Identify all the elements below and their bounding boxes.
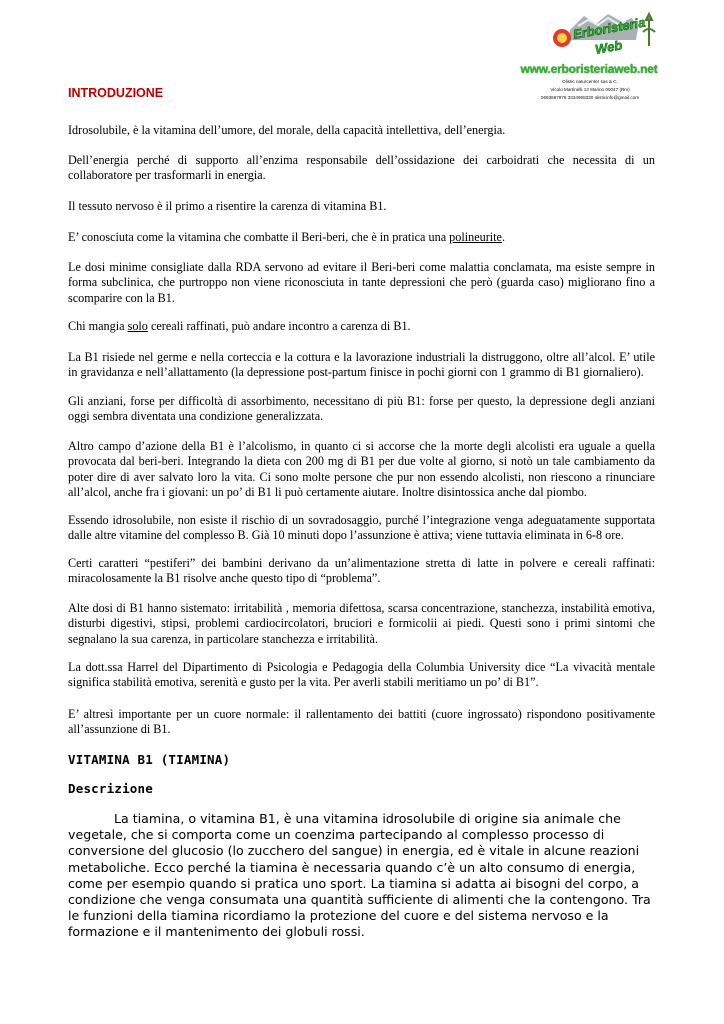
paragraph-4 (68, 230, 655, 245)
introduction-heading: INTRODUZIONE (68, 86, 164, 100)
paragraph-6 (68, 319, 655, 334)
erboristeria-web-logo-graphic (548, 10, 668, 70)
paragraph-3: Il tessuto nervoso è il primo a risentire la carenza di vitamina B1. (68, 199, 387, 213)
solo-underlined: solo (127, 319, 148, 333)
paragraph-6-text: Chi mangia (68, 319, 128, 333)
vitamin-b1-heading: VITAMINA B1 (TIAMINA) (68, 752, 231, 767)
svg-text:Web: Web (593, 37, 624, 57)
paragraph-12: Alte dosi di B1 hanno sistemato: irritabilità , memoria difettosa, scarsa concentrazione, stanchezza, instabilità emotiva, disturbi digestivi, stipsi, problemi cardiocircolatori, bruciori e formicolii ai piedi. Questi sono i primi sintomi che segnalano la sua carenza, in particolare stanchezza e irritabilità. (68, 601, 655, 646)
paragraph-8: Gli anziani, forse per difficoltà di assorbimento, necessitano di più B1: forse per questo, la depressione degli anziani oggi sembra diventata una condizione generalizzata. (68, 394, 655, 424)
company-contacts: 0693667978 3334968330 olisticinfo@gmail.com (540, 95, 640, 100)
description-heading: Descrizione (68, 781, 153, 796)
company-name: Olistic naturcenter sas & C. (562, 79, 618, 84)
paragraph-1: Idrosolubile, è la vitamina dell’umore, del morale, della capacità intellettiva, dell’energia. (68, 123, 506, 137)
paragraph-4-text: E’ conosciuta come la vitamina che combatte il Beri-beri, che è in pratica una (68, 230, 450, 244)
company-logo (548, 10, 668, 70)
description-paragraph: La tiamina, o vitamina B1, è una vitamina idrosolubile di origine sia animale che vegetale, che si comporta come un coenzima partecipando al complesso processo di conversione del glucosio (lo zucchero del sangue) in energia, ed è vitale in alcune reazioni metaboliche. Ecco perché la tiamina è necessaria quando c’è un alto consumo di energia, come per esempio quando si pratica uno sport. La tiamina si adatta ai bisogni del corpo, a condizione che venga consumata una quantità sufficiente di alimenti che la contengono. Tra le funzioni della tiamina ricordiamo la protezione del cuore e del sistema nervoso e la formazione e il mantenimento dei globuli rossi. (68, 811, 651, 940)
paragraph-10: Essendo idrosolubile, non esiste il rischio di un sovradosaggio, purché l’integrazione venga adeguatamente supportata dalle altre vitamine del complesso B. Già 10 minuti dopo l’assunzione è attiva; viene tuttavia eliminata in 6-8 ore. (68, 513, 655, 543)
paragraph-14: E’ altresì importante per un cuore normale: il rallentamento dei battiti (cuore ingrossato) rispondono positivamente all’assunzione di B1. (68, 707, 655, 737)
company-address: Vicolo Martinelli 13 Marino 00047 (Rm) (550, 87, 630, 92)
paragraph-2: Dell’energia perché di supporto all’enzima responsabile dell’ossidazione dei carboidrati che necessita di un collaboratore per trasformarli in energia. (68, 153, 655, 183)
paragraph-11: Certi caratteri “pestiferi” dei bambini derivano da un’alimentazione stretta di latte in polvere e cereali raffinati: miracolosamente la B1 risolve anche questo tipo di “problema”. (68, 556, 655, 586)
svg-text:Erboristeria: Erboristeria (571, 14, 647, 42)
company-address-block (530, 78, 650, 102)
paragraph-5: Le dosi minime consigliate dalla RDA servono ad evitare il Beri-beri come malattia conclamata, ma esiste sempre in forma subclinica, che purtroppo non viene riconosciuta in tante depressioni che però (guarda caso) migliorano fino a scomparire con la B1. (68, 260, 655, 305)
polineurite-underlined: polineurite (449, 230, 502, 244)
website-url[interactable]: www.erboristeriaweb.net (520, 62, 658, 76)
paragraph-6-end: cereali raffinati, può andare incontro a carenza di B1. (147, 319, 411, 333)
paragraph-4-end: . (501, 230, 505, 244)
paragraph-7: La B1 risiede nel germe e nella corteccia e la cottura e la lavorazione industriali la distruggono, oltre all’alcol. E’ utile in gravidanza e nell’allattamento (la depressione post-partum finisce in pochi giorni con 1 grammo di B1 giornaliero). (68, 350, 655, 380)
paragraph-9: Altro campo d’azione della B1 è l’alcolismo, in quanto ci si accorse che la morte degli alcolisti era uguale a quella provocata dal beri-beri. Integrando la dieta con 200 mg di B1 per due volte al giorno, si notò un tale cambiamento da poter dire di aver salvato loro la vita. Ci sono molte persone che pur non essendo alcolisti, non riescono a rinunciare all’alcol, anche fra i giovani: un po’ di B1 li può certamente aiutare. Inoltre disintossica anche dal piombo. (68, 439, 655, 500)
paragraph-13: La dott.ssa Harrel del Dipartimento di Psicologia e Pedagogia della Columbia University dice “La vivacità mentale significa stabilità emotiva, serenità e gusto per la vita. Per averli stabili meritiamo un po’ di B1”. (68, 660, 655, 690)
